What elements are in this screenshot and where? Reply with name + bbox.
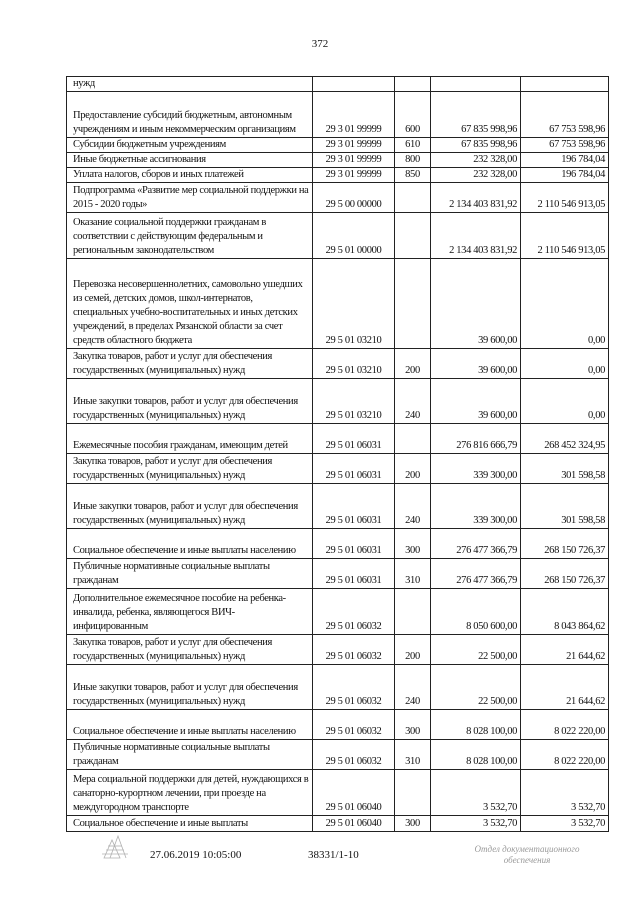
row-name-cell: Социальное обеспечение и иные выплаты населению [67,710,313,740]
table-row [67,589,609,635]
table-row [67,710,609,740]
row-code-cell: 29 5 01 06031 [313,424,395,454]
row-name-cell: Иные закупки товаров, работ и услуг для обеспечения государственных (муниципальных) нужд [67,665,313,710]
row-amount-2019-cell: 339 300,00 [431,484,521,529]
row-amount-2019-cell: 39 600,00 [431,259,521,349]
row-code-cell: 29 5 01 00000 [313,213,395,259]
row-amount-2019-cell: 67 835 998,96 [431,92,521,138]
budget-table [66,76,609,832]
row-type-cell [395,589,431,635]
row-code-cell: 29 5 01 06032 [313,589,395,635]
row-amount-2020-cell: 3 532,70 [521,816,609,832]
row-amount-2019-cell: 67 835 998,96 [431,138,521,153]
row-name-cell: Закупка товаров, работ и услуг для обеспечения государственных (муниципальных) нужд [67,635,313,665]
row-type-cell: 850 [395,168,431,183]
row-name-cell: Иные закупки товаров, работ и услуг для обеспечения государственных (муниципальных) нужд [67,379,313,424]
row-code-cell: 29 3 01 99999 [313,153,395,168]
row-name-cell: Иные бюджетные ассигнования [67,153,313,168]
row-amount-2020-cell: 67 753 598,96 [521,138,609,153]
table-row [67,153,609,168]
row-type-cell: 240 [395,379,431,424]
row-amount-2020-cell: 2 110 546 913,05 [521,183,609,213]
table-row [67,168,609,183]
row-name-cell: Закупка товаров, работ и услуг для обеспечения государственных (муниципальных) нужд [67,349,313,379]
row-type-cell: 200 [395,349,431,379]
row-name-cell: Перевозка несовершеннолетних, самовольно ушедших из семей, детских домов, школ-интернатов, специальных учебно-воспитательных и иных детских учреждений, в пределах Рязанской области за счет средств областного бюджета [67,259,313,349]
table-row [67,379,609,424]
table-row [67,92,609,138]
row-amount-2020-cell: 0,00 [521,349,609,379]
row-code-cell: 29 5 00 00000 [313,183,395,213]
table-row [67,484,609,529]
row-amount-2020-cell: 8 022 220,00 [521,710,609,740]
row-amount-2020-cell: 2 110 546 913,05 [521,213,609,259]
row-amount-2019-cell: 232 328,00 [431,153,521,168]
table-row [67,529,609,559]
row-name-cell: Закупка товаров, работ и услуг для обеспечения государственных (муниципальных) нужд [67,454,313,484]
row-amount-2020-cell: 301 598,58 [521,454,609,484]
row-code-cell: 29 5 01 06031 [313,484,395,529]
row-amount-2020-cell: 0,00 [521,259,609,349]
row-code-cell: 29 5 01 06032 [313,710,395,740]
row-amount-2019-cell: 8 028 100,00 [431,710,521,740]
row-amount-2020-cell: 301 598,58 [521,484,609,529]
row-amount-2019-cell: 39 600,00 [431,379,521,424]
row-amount-2019-cell: 232 328,00 [431,168,521,183]
row-name-cell: Уплата налогов, сборов и иных платежей [67,168,313,183]
row-type-cell: 610 [395,138,431,153]
row-amount-2020-cell [521,77,609,92]
seal-mark-icon [98,832,138,867]
row-amount-2020-cell: 8 022 220,00 [521,740,609,770]
row-type-cell: 240 [395,484,431,529]
row-amount-2019-cell: 276 816 666,79 [431,424,521,454]
table-row [67,424,609,454]
row-amount-2019-cell: 8 028 100,00 [431,740,521,770]
row-amount-2019-cell: 22 500,00 [431,665,521,710]
row-code-cell: 29 5 01 06031 [313,454,395,484]
row-type-cell: 200 [395,454,431,484]
table-row [67,559,609,589]
row-amount-2019-cell: 8 050 600,00 [431,589,521,635]
row-amount-2019-cell: 2 134 403 831,92 [431,213,521,259]
table-row [67,213,609,259]
row-amount-2020-cell: 196 784,04 [521,153,609,168]
row-type-cell [395,77,431,92]
footer-date: 27.06.2019 10:05:00 [150,849,242,861]
row-name-cell: нужд [67,77,313,92]
table-row [67,454,609,484]
row-code-cell: 29 5 01 06031 [313,529,395,559]
row-name-cell: Подпрограмма «Развитие мер социальной поддержки на 2015 - 2020 годы» [67,183,313,213]
row-amount-2020-cell: 0,00 [521,379,609,424]
table-row [67,665,609,710]
page-number: 372 [311,38,329,50]
row-name-cell: Дополнительное ежемесячное пособие на ребенка-инвалида, ребенка, являющегося ВИЧ-инфицированным [67,589,313,635]
table-row [67,349,609,379]
table-row [67,770,609,816]
row-amount-2019-cell: 3 532,70 [431,816,521,832]
table-row [67,816,609,832]
row-code-cell: 29 3 01 99999 [313,168,395,183]
row-code-cell: 29 5 01 06040 [313,770,395,816]
row-code-cell: 29 5 01 03210 [313,349,395,379]
table-row [67,635,609,665]
row-type-cell: 200 [395,635,431,665]
department-stamp: Отдел документационного обеспечения [474,844,580,865]
table-body [67,77,609,832]
row-name-cell: Социальное обеспечение и иные выплаты населению [67,529,313,559]
row-amount-2020-cell: 21 644,62 [521,665,609,710]
row-amount-2020-cell: 196 784,04 [521,168,609,183]
row-amount-2019-cell [431,77,521,92]
table-row [67,259,609,349]
row-code-cell: 29 5 01 03210 [313,379,395,424]
table-row [67,138,609,153]
row-type-cell: 310 [395,559,431,589]
row-name-cell: Оказание социальной поддержки гражданам в соответствии с действующим федеральным и региональным законодательством [67,213,313,259]
footer-doc-number: 38331/1-10 [308,849,359,861]
row-type-cell: 240 [395,665,431,710]
row-amount-2020-cell: 21 644,62 [521,635,609,665]
row-name-cell: Социальное обеспечение и иные выплаты [67,816,313,832]
row-type-cell: 310 [395,740,431,770]
row-type-cell: 600 [395,92,431,138]
row-type-cell: 300 [395,529,431,559]
row-code-cell: 29 5 01 06032 [313,635,395,665]
row-amount-2020-cell: 8 043 864,62 [521,589,609,635]
row-amount-2020-cell: 268 452 324,95 [521,424,609,454]
row-type-cell [395,770,431,816]
row-name-cell: Предоставление субсидий бюджетным, автономным учреждениям и иным некоммерческим организациям [67,92,313,138]
row-code-cell: 29 5 01 06032 [313,665,395,710]
row-type-cell: 800 [395,153,431,168]
row-amount-2019-cell: 276 477 366,79 [431,559,521,589]
table-row [67,740,609,770]
row-code-cell: 29 3 01 99999 [313,138,395,153]
row-code-cell: 29 5 01 03210 [313,259,395,349]
row-amount-2020-cell: 67 753 598,96 [521,92,609,138]
row-amount-2020-cell: 268 150 726,37 [521,559,609,589]
row-amount-2019-cell: 339 300,00 [431,454,521,484]
row-type-cell: 300 [395,816,431,832]
row-name-cell: Иные закупки товаров, работ и услуг для обеспечения государственных (муниципальных) нужд [67,484,313,529]
row-type-cell [395,183,431,213]
row-amount-2019-cell: 39 600,00 [431,349,521,379]
row-name-cell: Ежемесячные пособия гражданам, имеющим детей [67,424,313,454]
row-name-cell: Публичные нормативные социальные выплаты гражданам [67,559,313,589]
row-amount-2019-cell: 22 500,00 [431,635,521,665]
row-amount-2019-cell: 276 477 366,79 [431,529,521,559]
row-code-cell: 29 3 01 99999 [313,92,395,138]
row-name-cell: Субсидии бюджетным учреждениям [67,138,313,153]
row-code-cell: 29 5 01 06031 [313,559,395,589]
row-type-cell [395,213,431,259]
row-amount-2020-cell: 3 532,70 [521,770,609,816]
row-type-cell [395,424,431,454]
table-row [67,77,609,92]
row-amount-2019-cell: 3 532,70 [431,770,521,816]
row-amount-2020-cell: 268 150 726,37 [521,529,609,559]
table-row [67,183,609,213]
row-code-cell: 29 5 01 06032 [313,740,395,770]
row-type-cell [395,259,431,349]
row-amount-2019-cell: 2 134 403 831,92 [431,183,521,213]
row-code-cell [313,77,395,92]
row-type-cell: 300 [395,710,431,740]
row-name-cell: Публичные нормативные социальные выплаты гражданам [67,740,313,770]
row-code-cell: 29 5 01 06040 [313,816,395,832]
row-name-cell: Мера социальной поддержки для детей, нуждающихся в санаторно-курортном лечении, при проезде на междугородном транспорте [67,770,313,816]
